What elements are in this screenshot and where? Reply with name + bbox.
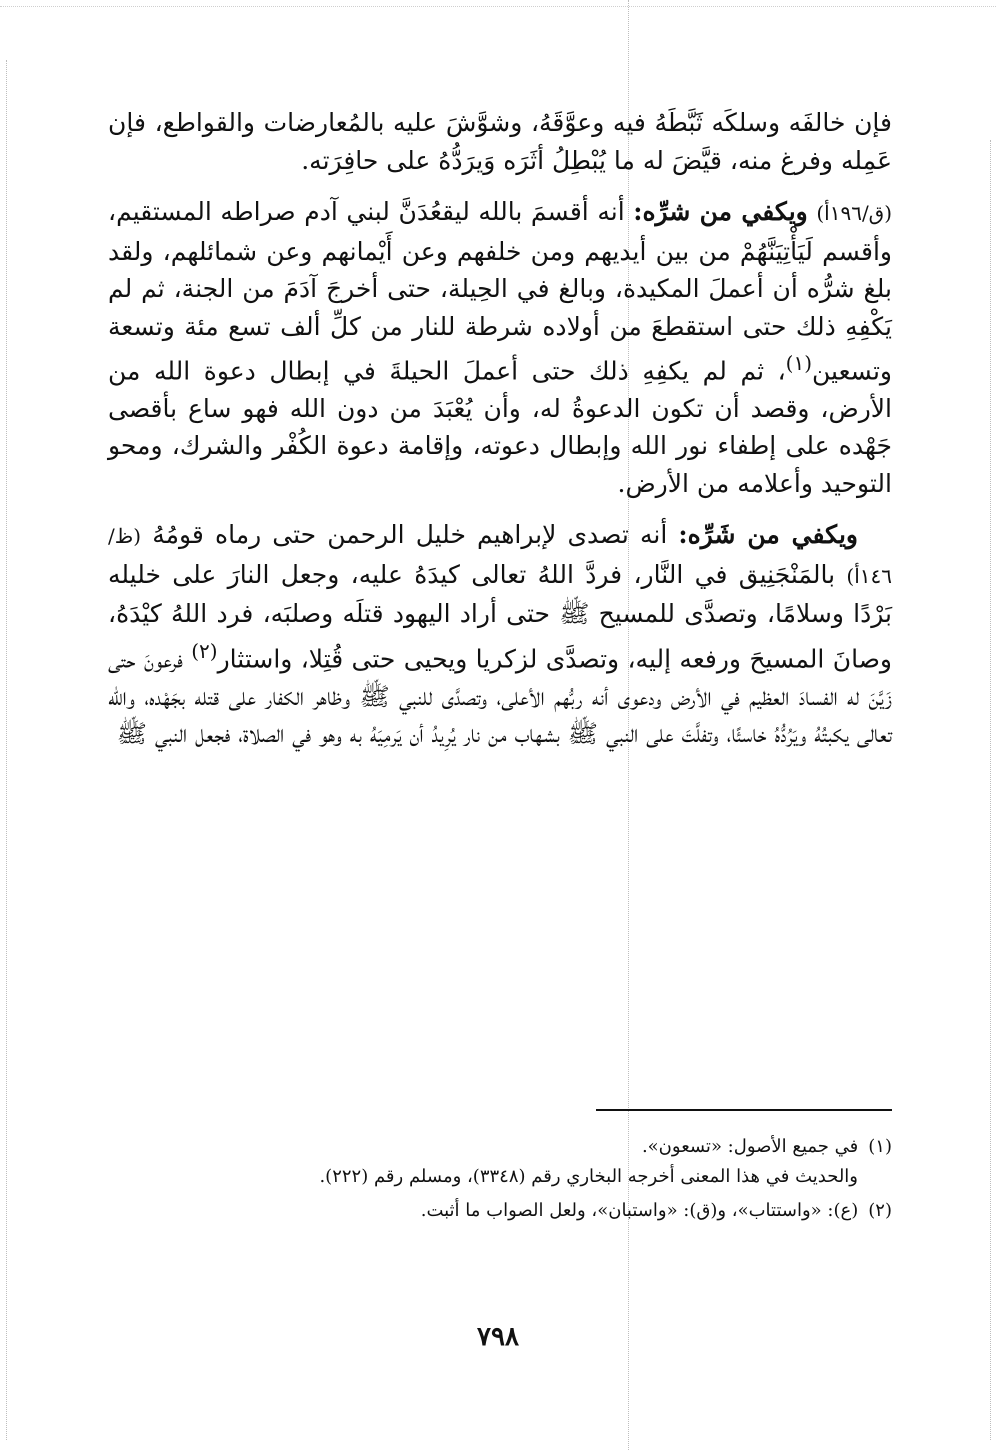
- paragraph-3: [108, 516, 892, 752]
- footnote-item: [108, 1132, 892, 1192]
- paragraph-body: ، ثم لم يكفِهِ ذلك حتى أعملَ الحيلةَ في إبطال دعوة الله من الأرض، وقصد أن تكون الدعوةُ له، وأن يُعْبَدَ من دون الله فهو ساع بأقصى جَهْده على إطفاء نور الله وإبطال دعوته، وإقامة دعوة الكُفْر والشرك، ومحو التوحيد وأعلامه من الأرض.: [108, 356, 892, 498]
- footnote-separator: [596, 1109, 892, 1111]
- paragraph-body: بالمَنْجَنِيق في النَّار، فردَّ اللهُ تعالى كيدَهُ عليه، وجعل النارَ على خليله بَرْدًا وسلامًا، وتصدَّى للمسيح ﷺ حتى أراد اليهود قتلَه وصلبَه، فرد اللهُ كيْدَهُ، وصانَ المسيحَ ورفعه إليه، وتصدَّى لزكريا ويحيى حتى قُتِلا، واستثار: [108, 559, 892, 674]
- paragraph-body: أنه تصدى لإبراهيم خليل الرحمن حتى رماه قومُهُ: [152, 520, 668, 550]
- manuscript-ref: (ق/١٩٦أ): [816, 201, 892, 225]
- paragraph-1: فإن خالفَه وسلكَه ثَبَّطَهُ فيه وعوَّقَهُ، وشوَّشَ عليه بالمُعارضات والقواطع، فإن عَمِله وفرغ منه، قيَّضَ له ما يُبْطِلُ أثَرَه وَيرَدُّهُ على حافِرَته.: [108, 108, 892, 175]
- paragraph-lead: ويكفي من شَرِّه:: [678, 520, 858, 550]
- footnotes: [108, 1132, 892, 1230]
- scan-artifact-line: [990, 140, 991, 1440]
- manuscript-ref: (ظ/١٤٦أ): [108, 524, 892, 588]
- scan-artifact-line: [0, 6, 996, 7]
- footnote-text: (ع): «واستتاب»، و(ق): «واستبان»، ولعل الصواب ما أثبت.: [420, 1200, 859, 1221]
- footnote-text: في جميع الأصول: «تسعون».: [641, 1136, 859, 1157]
- paragraph-body: أنه أقسمَ بالله ليقعُدَنَّ لبني آدم صراطه المستقيم، وأقسم لَيَأْتِيَنَّهُمْ من بين أيديهم ومن خلفهم وعن أَيْمانهم وعن شمائلهم، ولقد بلغ شرُّه أن أعملَ المكيدة، وبالغ في الحِيلة، حتى أخرجَ آدَمَ من الجنة، ثم لم يَكْفِهِ ذلك حتى استقطعَ من أولاده شرطة للنار من كلِّ ألف تسع مئة وتسعة وتسعين: [108, 197, 892, 386]
- footnote-item: [108, 1196, 892, 1226]
- footnote-marker: (٢): [191, 638, 218, 663]
- footnote-marker: (١): [785, 351, 813, 375]
- page-number: ٧٩٨: [477, 1322, 519, 1352]
- footnote-text: والحديث في هذا المعنى أخرجه البخاري رقم (٣٣٤٨)، ومسلم رقم (٢٢٢).: [319, 1166, 858, 1187]
- footnote-number: (١): [868, 1136, 892, 1157]
- paragraph-lead: ويكفي من شرِّه:: [633, 197, 808, 226]
- footnote-number: (٢): [868, 1200, 892, 1221]
- scan-artifact-line: [6, 60, 7, 1440]
- paragraph-2: [108, 193, 892, 502]
- paragraph-body: فرعونَ حتى زَيَّنَ له الفسادَ العظيم في الأرض ودعوى أنه ربُّهم الأعلى، وتصدَّى للنبي ﷺ وظاهر الكفار على قتله بجَهْده، والله تعالى يكبتُهُ ويَرُدُّهُ خاسئًا، وتفلَّتَ على النبي ﷺ بشهاب من نار يُرِيدُ أن يَرمِيَهُ به وهو في الصلاة، فجعل النبي ﷺ: [108, 644, 892, 749]
- main-text: [108, 104, 892, 753]
